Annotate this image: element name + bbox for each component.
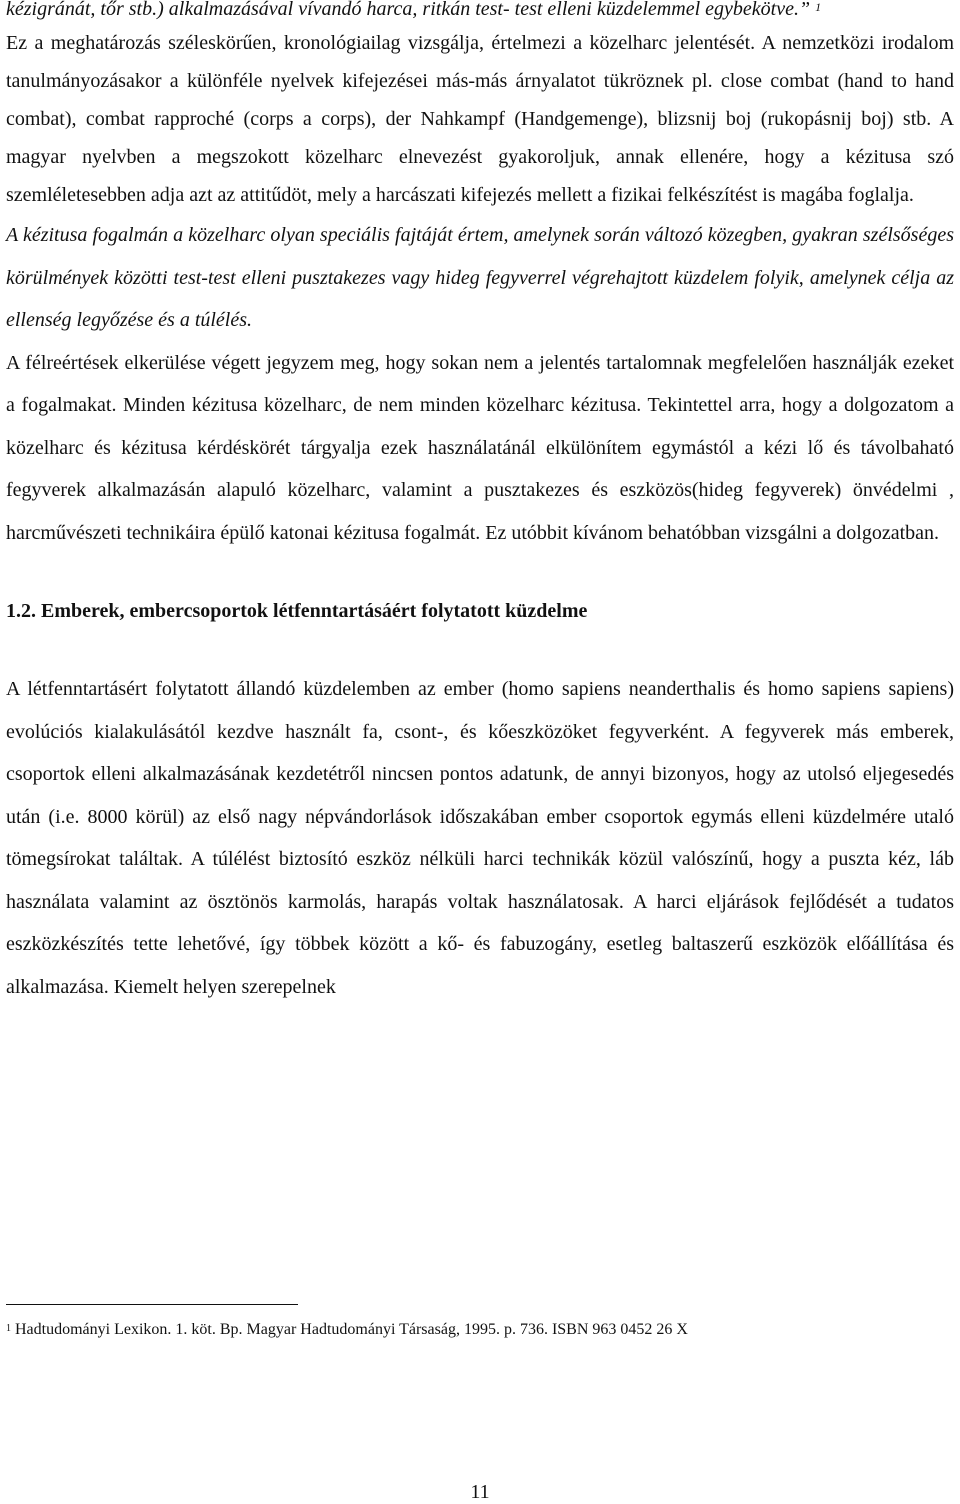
page-number: 11: [470, 1481, 490, 1503]
section-heading: 1.2. Emberek, embercsoportok létfenntartásáért folytatott küzdelme: [6, 600, 588, 622]
footnote-marker: 1: [6, 1323, 11, 1334]
continued-quote: [6, 0, 954, 24]
document-page: [6, 0, 954, 1008]
paragraph-kezitusa-definition: A kézitusa fogalmán a közelharc olyan speciális fajtáját értem, amelynek során változó közegben, gyakran szélsőséges körülmények közötti test-test elleni pusztakezes vagy hideg fegyverrel végrehajtott küzdelem folyik, amelynek célja az ellenség legyőzése és a túlélés.: [6, 224, 954, 331]
paragraph-survival-struggle: A létfenntartásért folytatott állandó küzdelemben az ember (homo sapiens neanderthalis és homo sapiens sapiens) evolúciós kialakulásától kezdve használt fa, csont-, és kőeszközöket fegyverként. A fegyverek más emberek, csoportok elleni alkalmazásának kezdetétről nincsen pontos adatunk, de annyi bizonyos, hogy az utolsó eljegesedés után (i.e. 8000 körül) az első nagy népvándorlások időszakában ember csoportok egymás elleni küzdelmére utaló tömegsírokat találtak. A túlélést biztosító eszköz nélküli harci technikák közül valószínű, hogy a puszta kéz, láb használata valamint az ösztönös karmolás, harapás voltak használatosak. A harci eljárások fejlődését a tudatos eszközkészítés tette lehetővé, így többek között a kő- és fabuzogány, esetleg baltaszerű eszközök előállítása és alkalmazása. Kiemelt helyen szerepelnek: [6, 678, 954, 998]
footnote-reference: 1: [815, 0, 822, 14]
footnote-divider: [6, 1304, 298, 1305]
footnote-text: Hadtudományi Lexikon. 1. köt. Bp. Magyar Hadtudományi Társaság, 1995. p. 736. ISBN 963 0452 26 X: [15, 1321, 688, 1338]
continued-quote-text: kézigránát, tőr stb.) alkalmazásával vívandó harca, ritkán test- test elleni küzdelemmel egybekötve.”: [6, 0, 811, 20]
paragraph-definition-analysis: Ez a meghatározás széleskörűen, kronológiailag vizsgálja, értelmezi a közelharc jelentését. A nemzetközi irodalom tanulmányozásakor a különféle nyelvek kifejezései más-más árnyalatot tükröznek pl. close combat (hand to hand combat), combat rapproché (corps a corps), der Nahkampf (Handgemenge), blizsnij boj (rukopásnij boj) stb. A magyar nyelvben a megszokott közelharc elnevezést gyakoroljuk, annak ellenére, hogy a kézitusa szó szemléletesebben adja azt az attitűdöt, mely a harcászati kifejezés mellett a fizikai felkészítést is magába foglalja.: [6, 32, 954, 206]
footnote: [6, 1318, 954, 1342]
paragraph-terminology: A félreértések elkerülése végett jegyzem meg, hogy sokan nem a jelentés tartalomnak megfelelően használják ezeket a fogalmakat. Minden kézitusa közelharc, de nem minden közelharc kézitusa. Tekintettel arra, hogy a dolgozatom a közelharc és kézitusa kérdéskörét tárgyalja ezek használatánál elkülönítem egymástól a kézi lő és távolbaható fegyverek alkalmazásán alapuló közelharc, valamint a pusztakezes és eszközös(hideg fegyverek) önvédelmi , harcművészeti technikáira épülő katonai kézitusa fogalmát. Ez utóbbit kívánom behatóbban vizsgálni a dolgozatban.: [6, 351, 954, 544]
